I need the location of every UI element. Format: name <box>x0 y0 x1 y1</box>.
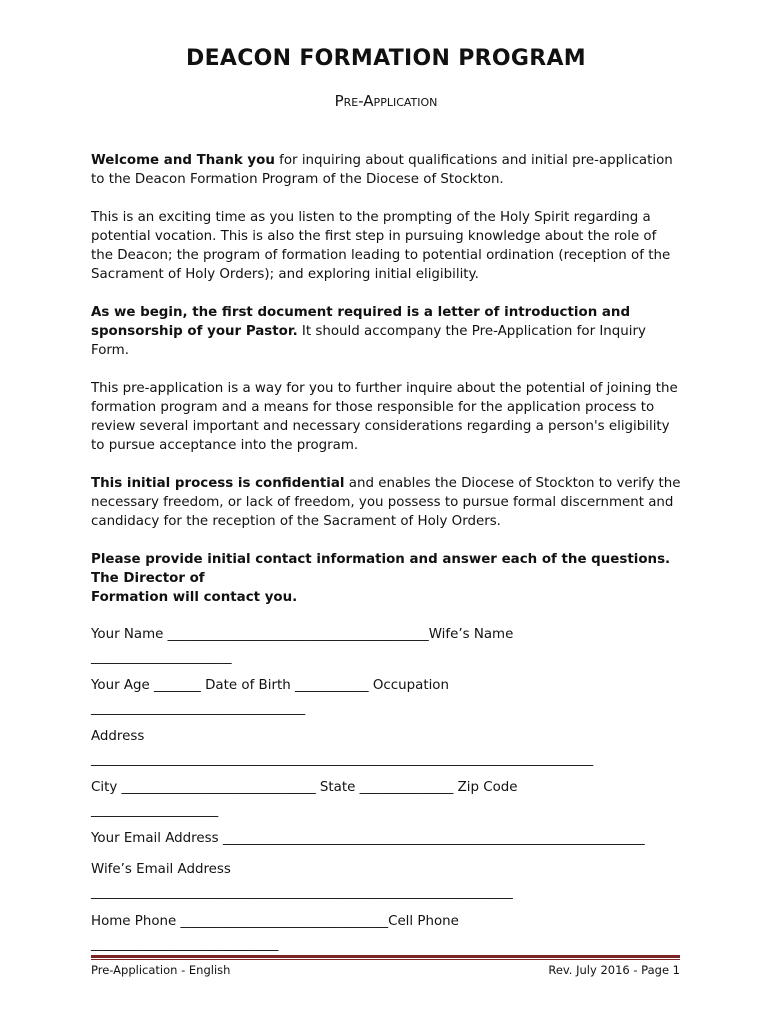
instructions-line-3: Formation will contact you. <box>91 590 298 605</box>
welcome-paragraph <box>91 151 681 189</box>
confidential-bold-text: This initial process is confidential <box>91 476 345 491</box>
name-field-row[interactable]: Your Name _______________________________________Wife’s Name <box>91 627 514 642</box>
welcome-bold-text: Welcome and Thank you <box>91 153 275 168</box>
pastor-letter-text: It should accompany the Pre-Application for Inquiry Form. <box>91 324 646 358</box>
city-state-zip-row[interactable]: City _____________________________ State ______________ Zip Code <box>91 780 518 795</box>
footer-revision-page: Rev. July 2016 - Page 1 <box>548 963 680 977</box>
intro-text: This is an exciting time as you listen to the prompting of the Holy Spirit regarding a potential vocation. This is also the first step in pursuing knowledge about the role of the Deacon; the program of formation leading to potential ordination (reception of the Sacrament of Holy Orders); and exploring initial eligibility. <box>91 210 671 282</box>
wife-email-label: Wife’s Email Address <box>91 862 231 877</box>
welcome-text: for inquiring about qualifications and initial pre-application to the Deacon Formation Program of the Diocese of Stockton. <box>91 153 673 187</box>
footer-divider-thick <box>91 955 680 958</box>
page-subtitle: Pre-Application <box>334 92 438 110</box>
purpose-paragraph <box>91 379 681 455</box>
age-dob-occupation-row[interactable]: Your Age _______ Date of Birth ___________ Occupation <box>91 678 449 693</box>
zip-code-field-line[interactable]: ___________________ <box>91 803 219 818</box>
occupation-field-line[interactable]: ________________________________ <box>91 701 306 716</box>
confidential-text: and enables the Diocese of Stockton to verify the necessary freedom, or lack of freedom, you possess to pursue formal discernment and candidacy for the reception of the Sacrament of Holy Orders. <box>91 476 681 529</box>
pastor-letter-paragraph <box>91 303 681 360</box>
address-label: Address <box>91 729 145 744</box>
purpose-text: This pre-application is a way for you to further inquire about the potential of joining the formation program and a means for those responsible for the application process to review several important and necessary considerations regarding a person's eligibility to pursue acceptance into the program. <box>91 381 678 453</box>
phone-field-row[interactable]: Home Phone _______________________________Cell Phone <box>91 914 459 929</box>
wife-email-field-line[interactable]: _______________________________________________________________ <box>91 885 513 900</box>
instructions-line-1: Please provide initial contact information and answer each of the questions. <box>91 552 671 567</box>
page-title: DEACON FORMATION PROGRAM <box>186 46 586 71</box>
address-field-line[interactable]: ___________________________________________________________________________ <box>91 752 594 767</box>
footer-divider-thin <box>91 959 680 960</box>
confidential-paragraph <box>91 474 681 531</box>
instructions-paragraph <box>91 550 681 607</box>
instructions-line-2: The Director of <box>91 571 205 586</box>
wife-name-field-line[interactable]: _____________________ <box>91 650 232 665</box>
footer-document-name: Pre-Application - English <box>91 963 231 977</box>
cell-phone-field-line[interactable]: ____________________________ <box>91 937 279 952</box>
pastor-letter-bold-text: As we begin, the first document required is a letter of introduction and sponsorship of your Pastor. <box>91 305 631 339</box>
intro-paragraph <box>91 208 681 284</box>
email-field-row[interactable]: Your Email Address _______________________________________________________________ <box>91 831 645 846</box>
